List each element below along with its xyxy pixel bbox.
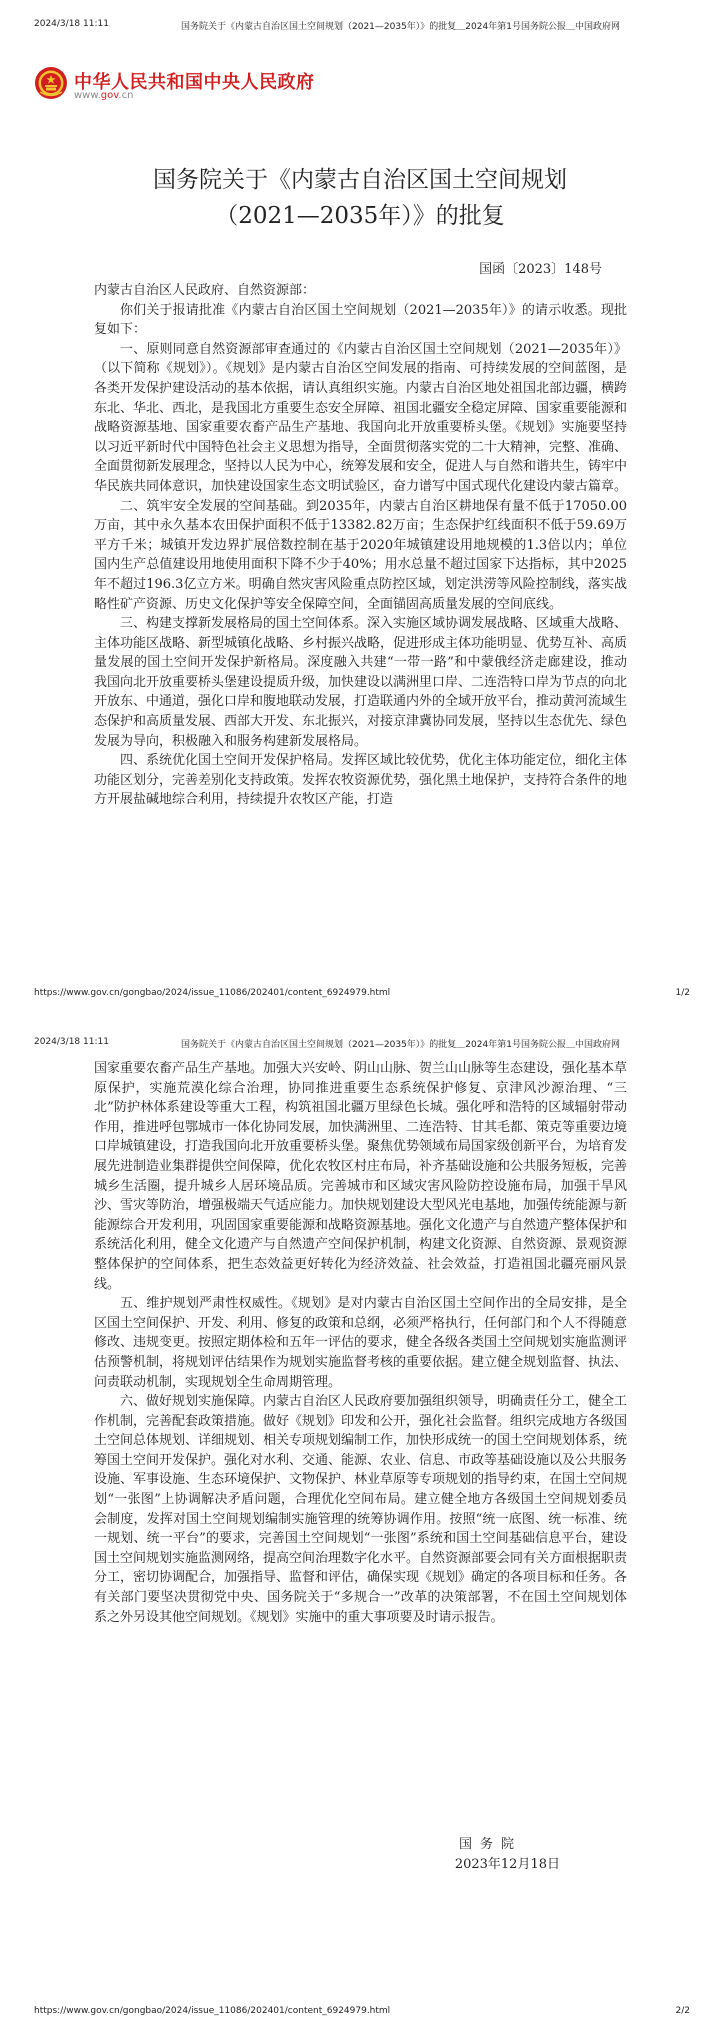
document-body-page-1: [94, 281, 627, 810]
document-title-line-2: （2021—2035年）》的批复: [215, 203, 505, 229]
document-title-line-1: 国务院关于《内蒙古自治区国土空间规划: [153, 167, 567, 193]
paragraph: 五、维护规划严肃性权威性。《规划》是对内蒙古自治区国土空间作出的全局安排，是全区国土空间保护、开发、利用、修复的政策和总纲，必须严格执行，任何部门和个人不得随意修改、违规变更。按照定期体检和五年一评估的要求，健全各级各类国土空间规划实施监测评估预警机制，将规划评估结果作为规划实施监督考核的重要依据。建立健全规划监督、执法、问责联动机制，实现规划全生命周期管理。: [94, 1296, 628, 1390]
sign-date: 2023年12月18日: [454, 1857, 560, 1872]
national-emblem-icon: [34, 66, 68, 100]
salutation: 内蒙古自治区人民政府、自然资源部：: [94, 283, 316, 298]
print-footer: [0, 2006, 720, 2020]
document-number: 国函〔2023〕148号: [479, 262, 602, 277]
paragraph: 四、系统优化国土空间开发保护格局。发挥区域比较优势，优化主体功能定位，细化主体功能区划分，完善差别化支持政策。发挥农牧资源优势，强化黑土地保护，支持符合条件的地方开展盐碱地综合利用，持续提升农牧区产能，打造: [94, 753, 628, 808]
page-url: https://www.gov.cn/gongbao/2024/issue_11086/202401/content_6924979.html: [34, 988, 391, 998]
paragraph: 六、做好规划实施保障。内蒙古自治区人民政府要加强组织领导，明确责任分工，健全工作机制，完善配套政策措施。做好《规划》印发和公开，强化社会监督。组织完成地方各级国土空间总体规划、详细规划、相关专项规划编制工作，加快形成统一的国土空间规划体系，统筹国土空间开发保护。强化对水利、交通、能源、农业、信息、市政等基础设施以及公共服务设施、军事设施、生态环境保护、文物保护、林业草原等专项规划的指导约束，在国土空间规划“一张图”上协调解决矛盾问题，合理优化空间布局。建立健全地方各级国土空间规划委员会制度，发挥对国土空间规划编制实施管理的统筹协调作用。按照“统一底图、统一标准、统一规划、统一平台”的要求，完善国土空间规划“一张图”系统和国土空间基础信息平台，建设国土空间规划实施监测网络，提高空间治理数字化水平。自然资源部要会同有关方面根据职责分工，密切协调配合，加强指导、监督和评估，确保实现《规划》确定的各项目标和任务。各有关部门要坚决贯彻党中央、国务院关于“多规合一”改革的决策部署，不在国土空间规划体系之外另设其他空间规划。《规划》实施中的重大事项要及时请示报告。: [94, 1394, 628, 1625]
paragraph: 三、构建支撑新发展格局的国土空间体系。深入实施区域协调发展战略、区域重大战略、主体功能区战略、新型城镇化战略、乡村振兴战略，促进形成主体功能明显、优势互补、高质量发展的国土空间开发保护新格局。深度融入共建“一带一路”和中蒙俄经济走廊建设，推动我国向北开放重要桥头堡建设提质升级，加快建设以满洲里口岸、二连浩特口岸为节点的向北开放东、中通道，强化口岸和腹地联动发展，打造联通内外的全域开放平台，推动黄河流域生态保护和高质量发展、西部大开发、东北振兴，对接京津冀协同发展，坚持以生态优先、绿色发展为导向，积极融入和服务构建新发展格局。: [94, 616, 628, 749]
print-header: [0, 19, 720, 35]
site-domain: www.gov.cn: [74, 90, 134, 101]
paragraph: 一、原则同意自然资源部审查通过的《内蒙古自治区国土空间规划（2021—2035年）》（以下简称《规划》）。《规划》是内蒙古自治区空间发展的指南、可持续发展的空间蓝图，是各类开发保护建设活动的基本依据，请认真组织实施。内蒙古自治区地处祖国北部边疆，横跨东北、华北、西北，是我国北方重要生态安全屏障、祖国北疆安全稳定屏障、国家重要能源和战略资源基地、国家重要农畜产品生产基地、我国向北开放重要桥头堡。《规划》实施要坚持以习近平新时代中国特色社会主义思想为指导，全面贯彻落实党的二十大精神，完整、准确、全面贯彻新发展理念，坚持以人民为中心，统筹发展和安全，促进人与自然和谐共生，铸牢中华民族共同体意识，加快建设国家生态文明试验区，奋力谱写中国式现代化建设内蒙古篇章。: [94, 341, 628, 494]
print-title: 国务院关于《内蒙古自治区国土空间规划（2021—2035年）》的批复＿2024年第1号国务院公报＿中国政府网: [181, 22, 620, 32]
page-number: 1/2: [675, 988, 690, 998]
print-date: 2024/3/18 11:11: [34, 19, 109, 29]
paragraph: 二、筑牢安全发展的空间基础。到2035年，内蒙古自治区耕地保有量不低于17050.00万亩，其中永久基本农田保护面积不低于13382.82万亩；生态保护红线面积不低于59.69万平方千米；城镇开发边界扩展倍数控制在基于2020年城镇建设用地规模的1.3倍以内；单位国内生产总值建设用地使用面积下降不少于40%；用水总量不超过国家下达指标，其中2025年不超过196.3亿立方米。明确自然灾害风险重点防控区域，划定洪涝等风险控制线，落实战略性矿产资源、历史文化保护等安全保障空间，全面锚固高质量发展的空间底线。: [94, 498, 627, 612]
print-title: 国务院关于《内蒙古自治区国土空间规划（2021—2035年）》的批复＿2024年第1号国务院公报＿中国政府网: [181, 1040, 620, 1050]
page-number: 2/2: [675, 2006, 690, 2016]
paragraph: 你们关于报请批准《内蒙古自治区国土空间规划（2021—2035年）》的请示收悉。现批复如下：: [94, 302, 627, 338]
print-header: [0, 1037, 720, 1053]
document-body-page-2: [94, 1059, 627, 1627]
print-footer: [0, 988, 720, 1002]
site-logo[interactable]: [34, 66, 334, 106]
print-date: 2024/3/18 11:11: [34, 1037, 109, 1047]
signer: 国务院: [458, 1837, 522, 1852]
page-url: https://www.gov.cn/gongbao/2024/issue_11086/202401/content_6924979.html: [34, 2006, 391, 2016]
site-name: 中华人民共和国中央人民政府: [74, 72, 315, 93]
paragraph: 国家重要农畜产品生产基地。加强大兴安岭、阴山山脉、贺兰山山脉等生态建设，强化基本草原保护，实施荒漠化综合治理，协同推进重要生态系统保护修复、京津风沙源治理、“三北”防护林体系建设等重大工程，构筑祖国北疆万里绿色长城。强化呼和浩特的区域辐射带动作用，推进呼包鄂城市一体化协同发展，加快满洲里、二连浩特、甘其毛都、策克等重要边境口岸城镇建设，打造我国向北开放重要桥头堡。聚焦优势领域布局国家级创新平台，为培育发展先进制造业集群提供空间保障，优化农牧区村庄布局，补齐基础设施和公共服务短板，完善城乡生活圈，提升城乡人居环境品质。完善城市和区域灾害风险防控设施布局，加强干旱风沙、雪灾等防治，增强极端天气适应能力。加快规划建设大型风光电基地，加强传统能源与新能源综合开发利用，巩固国家重要能源和战略资源基地。强化文化遗产与自然遗产整体保护和系统活化利用，健全文化遗产与自然遗产空间保护机制，构建文化资源、自然资源、景观资源整体保护的空间体系，把生态效益更好转化为经济效益、社会效益，打造祖国北疆亮丽风景线。: [94, 1061, 628, 1292]
